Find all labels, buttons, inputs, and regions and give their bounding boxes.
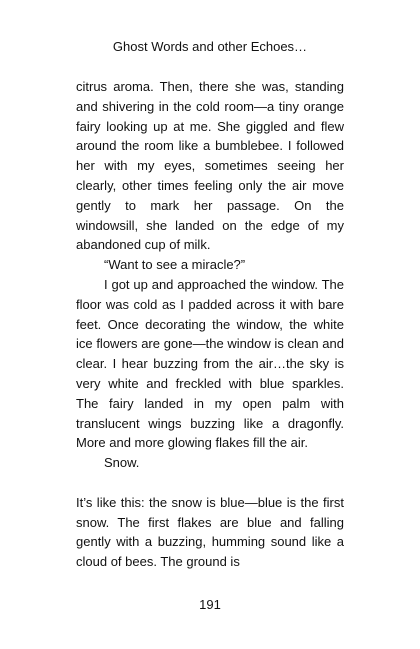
- page-number: 191: [199, 597, 221, 612]
- body-text: [76, 77, 344, 572]
- paragraph-dialogue: “Want to see a miracle?”: [104, 257, 246, 273]
- paragraph-snow: Snow.: [104, 455, 140, 471]
- running-title: Ghost Words and other Echoes…: [112, 39, 308, 54]
- paragraph-continuation: citrus aroma. Then, there she was, standing and shivering in the cold room—a tiny orange fairy looking up at me. She giggled and flew around the room like a bumblebee. I followed her with my eyes, sometimes seeing her clearly, other times feeling only the air move gently to mark her passage. On the windowsill, she landed on the edge of my abandoned cup of milk.: [76, 79, 344, 253]
- paragraph-window: I got up and approached the window. The floor was cold as I padded across it with bare feet. Once decorating the window, the white ice flowers are gone—the window is clean and clear. I hear buzzing from the air…the sky is very white and freckled with blue sparkles. The fairy landed in my open palm with translucent wings buzzing like a dragonfly. More and more glowing flakes fill the air.: [76, 276, 344, 451]
- paragraph-new-section: It’s like this: the snow is blue—blue is the first snow. The first flakes are blue and falling gently with a buzzing, humming sound like a cloud of bees. The ground is: [76, 494, 344, 570]
